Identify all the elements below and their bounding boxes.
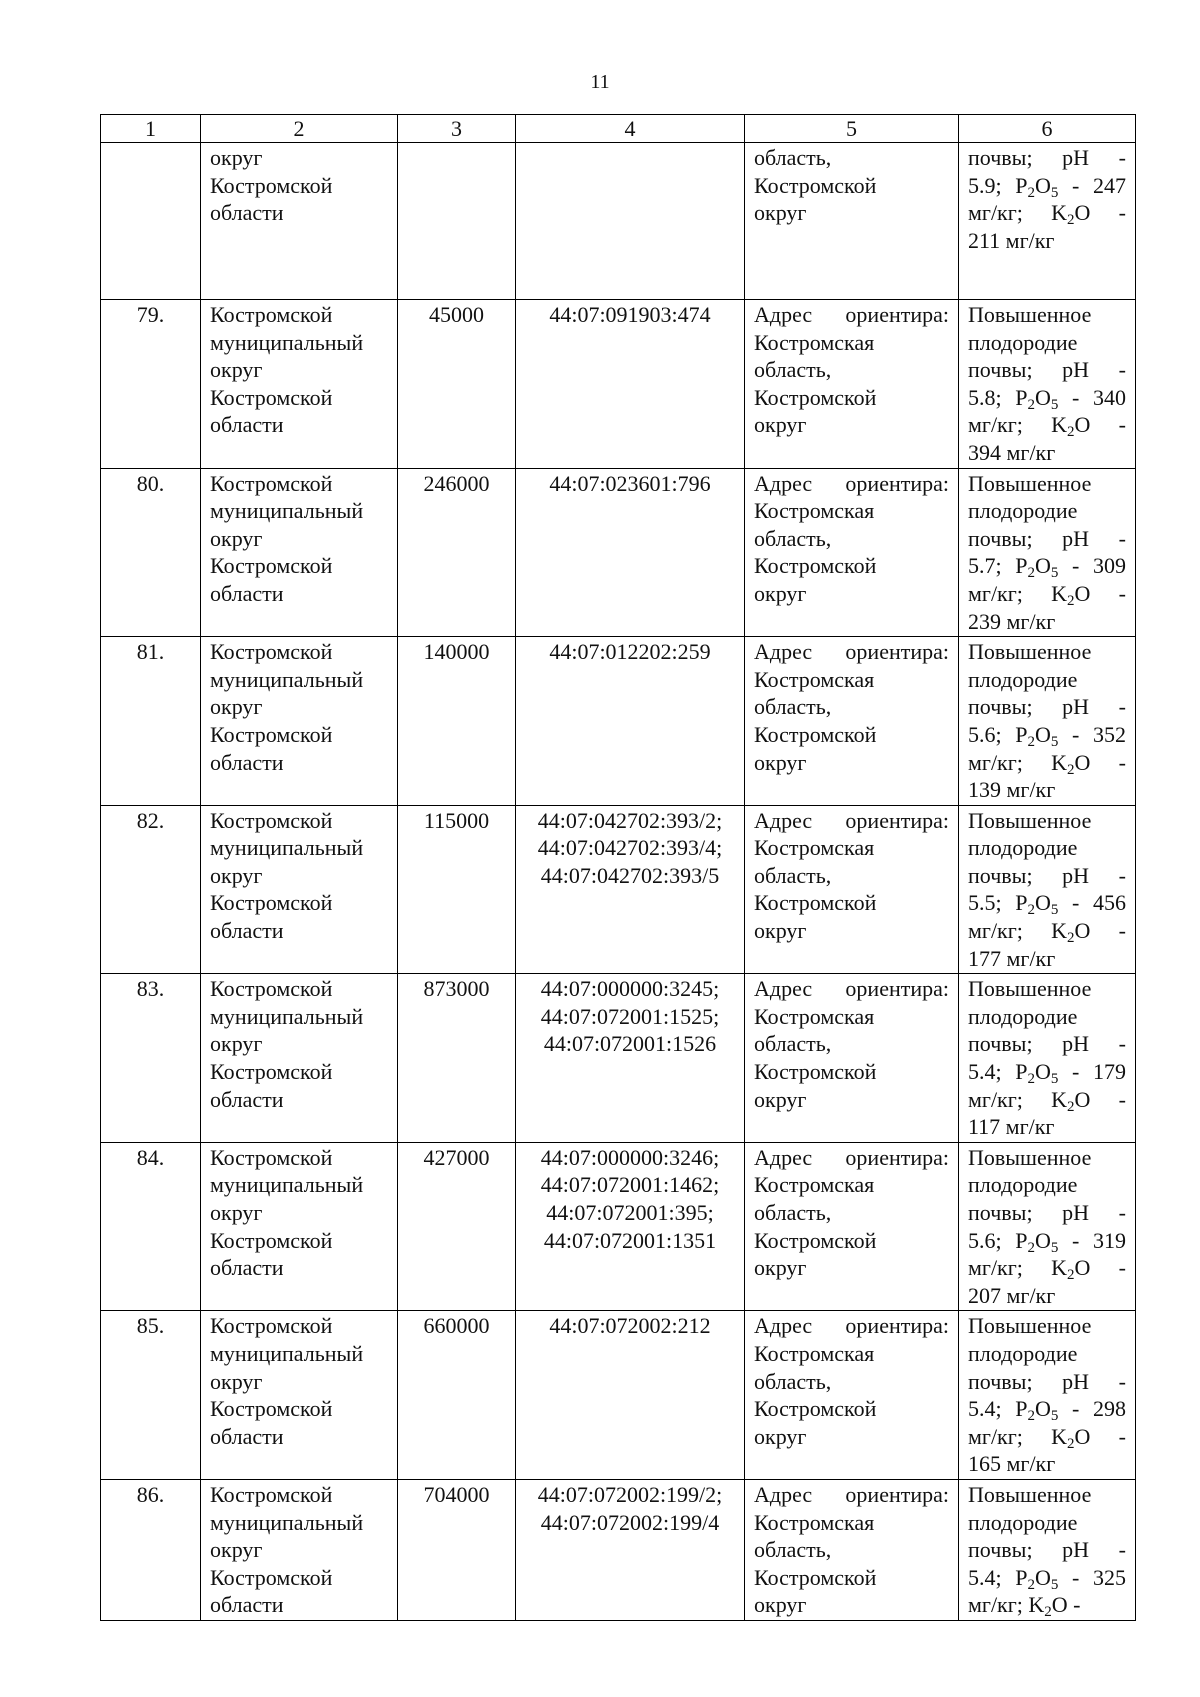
column-number-row <box>101 115 1136 143</box>
address-line: область, <box>754 525 832 551</box>
address-line: Адрес ориентира: <box>754 807 949 833</box>
municipality-line: Костромской <box>210 639 333 665</box>
address-cell <box>745 468 959 637</box>
address-line: область, <box>754 1368 832 1394</box>
municipality-line: округ <box>210 1537 263 1563</box>
municipality-cell <box>201 637 398 806</box>
fertility-cell <box>959 1142 1136 1311</box>
cadastral-number-line: 44:07:042702:393/4; <box>537 835 723 861</box>
fertility-line: 5.4; $P_2O_5 - 325$ <box>968 1564 1126 1593</box>
table-row <box>101 637 1136 806</box>
table-row <box>101 1142 1136 1311</box>
address-line: Костромская <box>754 498 875 524</box>
row-number: 83. <box>101 974 201 1143</box>
municipality-line: области <box>210 749 284 775</box>
municipality-line: округ <box>210 694 263 720</box>
municipality-line: округ <box>210 1200 263 1225</box>
fertility-line: мг/кг; $K_2O$ - <box>968 412 1126 441</box>
municipality-line: округ <box>210 357 263 383</box>
address-line: округ <box>754 580 807 606</box>
column-header-1: 1 <box>101 115 201 143</box>
municipality-line: округ <box>210 1368 263 1394</box>
column-header-3: 3 <box>398 115 516 143</box>
cadastral-number-line: 44:07:042702:393/5 <box>540 862 720 888</box>
row-number: 81. <box>101 637 201 806</box>
address-line: область, <box>754 357 832 383</box>
municipality-cell <box>201 300 398 469</box>
municipality-line: Костромской <box>210 721 333 747</box>
address-line: Костромская <box>754 1003 875 1029</box>
fertility-line: плодородие <box>968 329 1078 355</box>
municipality-line: Костромской <box>210 807 333 833</box>
address-cell <box>745 974 959 1143</box>
table-body <box>101 143 1136 1621</box>
municipality-cell <box>201 143 398 300</box>
cadastral-number-line: 44:07:023601:796 <box>549 470 711 496</box>
municipality-line: Костромской <box>210 172 333 198</box>
fertility-line: мг/кг; $K_2O$ - <box>968 580 1126 609</box>
area-cell: 246000 <box>398 468 516 637</box>
municipality-line: Костромской <box>210 553 333 579</box>
address-line: округ <box>754 749 807 775</box>
municipality-line: Костромской <box>210 1564 333 1590</box>
fertility-line: 165 мг/кг <box>968 1451 1056 1477</box>
municipality-line: области <box>210 1592 284 1618</box>
address-line: Костромская <box>754 1509 875 1535</box>
municipality-line: муниципальный <box>210 835 364 861</box>
address-line: округ <box>754 1423 807 1449</box>
cadastral-number-line: 44:07:012202:259 <box>549 639 711 665</box>
cadastral-number-line: 44:07:072001:1462; <box>540 1172 720 1198</box>
fertility-line: почвы; pH - <box>968 1031 1126 1057</box>
fertility-line: почвы; pH - <box>968 1200 1126 1225</box>
municipality-cell <box>201 1311 398 1480</box>
address-line: Костромская <box>754 1340 875 1366</box>
address-line: Адрес ориентира: <box>754 976 949 1002</box>
municipality-line: Костромской <box>210 1313 333 1339</box>
fertility-line: мг/кг; $K_2O$ - <box>968 918 1126 947</box>
address-line: Костромской <box>754 172 877 198</box>
fertility-cell <box>959 974 1136 1143</box>
cadastral-number-cell <box>516 1311 745 1480</box>
municipality-line: округ <box>210 862 263 888</box>
address-cell <box>745 1479 959 1620</box>
area-cell: 660000 <box>398 1311 516 1480</box>
fertility-line: 394 мг/кг <box>968 439 1056 465</box>
fertility-line: Повышенное <box>968 1313 1092 1339</box>
address-line: Костромской <box>754 384 877 410</box>
fertility-line: 5.4; $P_2O_5 - 179$ <box>968 1059 1126 1088</box>
municipality-line: муниципальный <box>210 666 364 692</box>
row-number: 84. <box>101 1142 201 1311</box>
area-cell: 427000 <box>398 1142 516 1311</box>
municipality-line: муниципальный <box>210 1003 364 1029</box>
fertility-line: плодородие <box>968 1509 1078 1535</box>
municipality-cell <box>201 974 398 1143</box>
fertility-line: плодородие <box>968 1340 1078 1366</box>
address-line: область, <box>754 1537 832 1563</box>
address-line: Костромская <box>754 329 875 355</box>
address-line: Костромской <box>754 721 877 747</box>
fertility-line: Повышенное <box>968 1481 1092 1507</box>
fertility-cell <box>959 1479 1136 1620</box>
address-cell <box>745 637 959 806</box>
cadastral-number-line: 44:07:072002:212 <box>549 1313 711 1339</box>
municipality-cell <box>201 805 398 974</box>
cadastral-number-line: 44:07:072002:199/4 <box>540 1509 720 1535</box>
fertility-line: 5.6; $P_2O_5 - 352$ <box>968 721 1126 750</box>
address-line: Костромской <box>754 1396 877 1422</box>
fertility-line: Повышенное <box>968 807 1092 833</box>
cadastral-number-line: 44:07:072001:1526 <box>543 1031 717 1057</box>
address-cell <box>745 1142 959 1311</box>
municipality-line: Костромской <box>210 1059 333 1085</box>
fertility-line: почвы; pH - <box>968 694 1126 720</box>
table-row <box>101 974 1136 1143</box>
municipality-line: округ <box>210 1031 263 1057</box>
municipality-line: муниципальный <box>210 1172 364 1198</box>
cadastral-number-line: 44:07:072002:199/2; <box>537 1481 723 1507</box>
address-line: Адрес ориентира: <box>754 639 949 665</box>
row-number: 79. <box>101 300 201 469</box>
fertility-line: Повышенное <box>968 302 1092 327</box>
municipality-line: муниципальный <box>210 1509 364 1535</box>
row-number <box>101 143 201 300</box>
municipality-line: области <box>210 1255 284 1281</box>
cadastral-number-line: 44:07:072001:1351 <box>543 1227 717 1253</box>
municipality-line: Костромской <box>210 470 333 496</box>
address-line: округ <box>754 1592 807 1618</box>
fertility-line: 5.8; $P_2O_5 - 340$ <box>968 384 1126 413</box>
row-number: 86. <box>101 1479 201 1620</box>
column-header-5: 5 <box>745 115 959 143</box>
address-line: округ <box>754 200 807 226</box>
table-row <box>101 1311 1136 1480</box>
row-number: 82. <box>101 805 201 974</box>
address-line: Костромской <box>754 1227 877 1253</box>
fertility-line: 117 мг/кг <box>968 1114 1055 1140</box>
municipality-line: муниципальный <box>210 498 364 524</box>
table-row <box>101 300 1136 469</box>
address-line: Костромской <box>754 1564 877 1590</box>
municipality-line: Костромской <box>210 302 333 327</box>
municipality-cell <box>201 1142 398 1311</box>
municipality-line: области <box>210 200 284 226</box>
address-line: область, <box>754 694 832 720</box>
fertility-line: плодородие <box>968 1172 1078 1198</box>
municipality-line: Костромской <box>210 890 333 916</box>
fertility-line: плодородие <box>968 666 1078 692</box>
cadastral-number-cell <box>516 637 745 806</box>
address-cell <box>745 143 959 300</box>
fertility-line: почвы; pH - <box>968 525 1126 551</box>
municipality-line: Костромской <box>210 1481 333 1507</box>
fertility-line: 139 мг/кг <box>968 777 1056 803</box>
fertility-line: мг/кг; $K_2O$ - <box>968 749 1126 778</box>
cadastral-number-cell <box>516 300 745 469</box>
municipality-line: области <box>210 580 284 606</box>
area-cell: 873000 <box>398 974 516 1143</box>
cadastral-number-cell <box>516 143 745 300</box>
cadastral-number-line: 44:07:091903:474 <box>549 302 711 327</box>
address-line: область, <box>754 1031 832 1057</box>
address-line: округ <box>754 918 807 944</box>
fertility-line: Повышенное <box>968 976 1092 1002</box>
municipality-line: Костромской <box>210 1227 333 1253</box>
table-row <box>101 805 1136 974</box>
fertility-line: почвы; pH - <box>968 357 1126 383</box>
cadastral-number-cell <box>516 468 745 637</box>
address-cell <box>745 1311 959 1480</box>
address-line: Костромской <box>754 1059 877 1085</box>
fertility-line: Повышенное <box>968 639 1092 665</box>
cadastral-number-line: 44:07:072001:395; <box>546 1200 714 1225</box>
fertility-line: 5.7; $P_2O_5 - 309$ <box>968 553 1126 582</box>
row-number: 80. <box>101 468 201 637</box>
fertility-line: плодородие <box>968 498 1078 524</box>
address-line: Адрес ориентира: <box>754 1313 949 1339</box>
municipality-line: Костромской <box>210 384 333 410</box>
municipality-line: Костромской <box>210 1144 333 1170</box>
area-cell <box>398 143 516 300</box>
municipality-cell <box>201 468 398 637</box>
cadastral-number-cell <box>516 1479 745 1620</box>
row-number: 85. <box>101 1311 201 1480</box>
municipality-line: области <box>210 1423 284 1449</box>
address-line: округ <box>754 1255 807 1281</box>
area-cell: 45000 <box>398 300 516 469</box>
fertility-cell <box>959 805 1136 974</box>
fertility-line: 5.4; $P_2O_5 - 298$ <box>968 1396 1126 1425</box>
fertility-line: плодородие <box>968 1003 1078 1029</box>
address-line: округ <box>754 1086 807 1112</box>
address-line: область, <box>754 145 832 170</box>
cadastral-number-cell <box>516 805 745 974</box>
table-row <box>101 1479 1136 1620</box>
municipality-line: округ <box>210 145 263 170</box>
municipality-line: области <box>210 1086 284 1112</box>
fertility-line: почвы; pH - <box>968 1537 1126 1563</box>
cadastral-number-line: 44:07:000000:3246; <box>540 1144 720 1170</box>
fertility-cell <box>959 143 1136 300</box>
column-header-4: 4 <box>516 115 745 143</box>
address-line: Костромская <box>754 835 875 861</box>
fertility-cell <box>959 468 1136 637</box>
cadastral-number-cell <box>516 1142 745 1311</box>
address-line: Костромская <box>754 666 875 692</box>
address-line: Костромской <box>754 553 877 579</box>
fertility-line: мг/кг; $K_2O$ - <box>968 1423 1126 1452</box>
fertility-line: мг/кг; $K_2O$ - <box>968 1592 1081 1621</box>
municipality-line: области <box>210 412 284 438</box>
address-line: Адрес ориентира: <box>754 1144 949 1170</box>
fertility-line: почвы; pH - <box>968 145 1126 170</box>
page-number: 11 <box>590 71 610 93</box>
column-header-2: 2 <box>201 115 398 143</box>
fertility-line: Повышенное <box>968 1144 1092 1170</box>
address-cell <box>745 300 959 469</box>
address-line: Костромской <box>754 890 877 916</box>
column-header-6: 6 <box>959 115 1136 143</box>
fertility-line: мг/кг; $K_2O$ - <box>968 1086 1126 1115</box>
fertility-line: 211 мг/кг <box>968 227 1055 253</box>
table-row-continued <box>101 143 1136 300</box>
address-line: Костромская <box>754 1172 875 1198</box>
cadastral-number-cell <box>516 974 745 1143</box>
address-line: Адрес ориентира: <box>754 1481 949 1507</box>
municipality-line: Костромской <box>210 976 333 1002</box>
fertility-line: мг/кг; $K_2O$ - <box>968 200 1126 229</box>
fertility-cell <box>959 300 1136 469</box>
table-row <box>101 468 1136 637</box>
cadastral-number-line: 44:07:072001:1525; <box>540 1003 720 1029</box>
cadastral-number-line: 44:07:000000:3245; <box>540 976 720 1002</box>
address-line: область, <box>754 1200 832 1225</box>
address-line: область, <box>754 862 832 888</box>
area-cell: 140000 <box>398 637 516 806</box>
municipality-line: муниципальный <box>210 1340 364 1366</box>
address-line: Адрес ориентира: <box>754 470 949 496</box>
municipality-line: Костромской <box>210 1396 333 1422</box>
land-plots-table <box>100 114 1136 1621</box>
fertility-line: 5.6; $P_2O_5 - 319$ <box>968 1227 1126 1256</box>
municipality-cell <box>201 1479 398 1620</box>
address-cell <box>745 805 959 974</box>
fertility-line: 5.9; $P_2O_5 - 247$ <box>968 172 1126 201</box>
fertility-line: плодородие <box>968 835 1078 861</box>
fertility-line: Повышенное <box>968 470 1092 496</box>
fertility-cell <box>959 637 1136 806</box>
fertility-line: почвы; pH - <box>968 1368 1126 1394</box>
area-cell: 115000 <box>398 805 516 974</box>
municipality-line: муниципальный <box>210 329 364 355</box>
address-line: Адрес ориентира: <box>754 302 949 327</box>
fertility-line: почвы; pH - <box>968 862 1126 888</box>
municipality-line: области <box>210 918 284 944</box>
fertility-line: мг/кг; $K_2O$ - <box>968 1255 1126 1284</box>
cadastral-number-line: 44:07:042702:393/2; <box>537 807 723 833</box>
address-line: округ <box>754 412 807 438</box>
area-cell: 704000 <box>398 1479 516 1620</box>
fertility-line: 239 мг/кг <box>968 608 1056 634</box>
fertility-line: 177 мг/кг <box>968 945 1056 971</box>
fertility-cell <box>959 1311 1136 1480</box>
municipality-line: округ <box>210 525 263 551</box>
fertility-line: 207 мг/кг <box>968 1282 1056 1308</box>
fertility-line: 5.5; $P_2O_5 - 456$ <box>968 890 1126 919</box>
